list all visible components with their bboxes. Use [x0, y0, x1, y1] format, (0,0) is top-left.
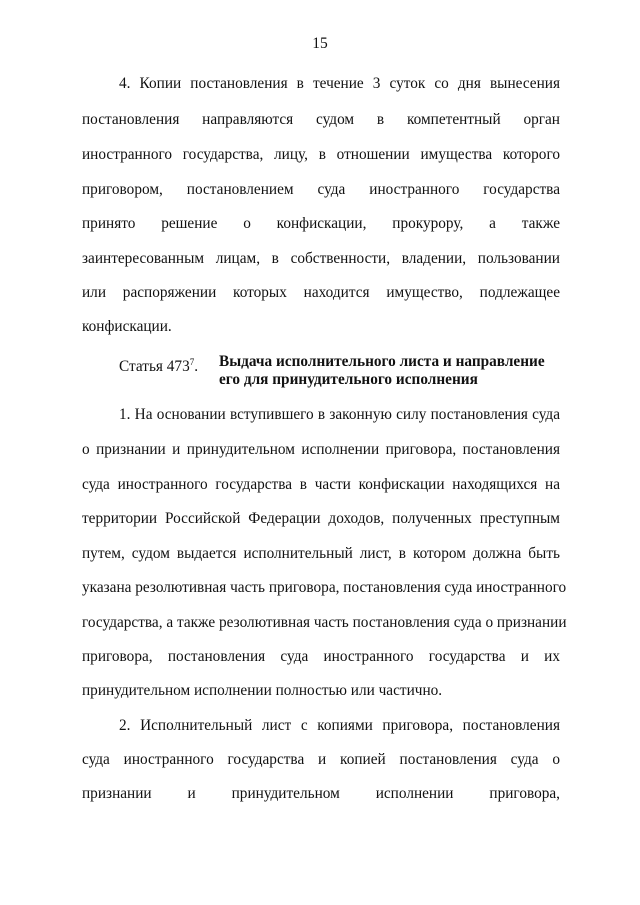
paragraph-4-line: заинтересованным лицам, в собственности, владении, пользовании: [82, 250, 560, 267]
paragraph-1-line: путем, судом выдается исполнительный лист, в котором должна быть: [82, 545, 560, 562]
paragraph-4-line: иностранного государства, лицу, в отношении имущества которого: [82, 146, 560, 163]
article-label-suffix: .: [194, 358, 199, 375]
article-number: [119, 352, 198, 377]
paragraph-1-line: о признании и принудительном исполнении приговора, постановления: [82, 441, 560, 458]
paragraph-4-line: или распоряжении которых находится имущество, подлежащее: [82, 284, 560, 301]
paragraph-4-line: приговором, постановлением суда иностранного государства: [82, 181, 560, 198]
paragraph-2-line: признании и принудительном исполнении приговора,: [82, 785, 560, 802]
paragraph-4-line: принято решение о конфискации, прокурору, а также: [82, 215, 560, 232]
paragraph-2-line: суда иностранного государства и копией постановления суда о: [82, 751, 560, 768]
paragraph-1-line: принудительном исполнении полностью или частично.: [82, 682, 443, 699]
paragraph-1-line: приговора, постановления суда иностранного государства и их: [82, 648, 560, 665]
paragraph-2-line: 2. Исполнительный лист с копиями приговора, постановления: [119, 717, 560, 734]
paragraph-4-line: 4. Копии постановления в течение 3 суток со дня вынесения: [119, 75, 560, 92]
article-label-superscript: 7: [189, 357, 195, 367]
paragraph-1-line: государства, а также резолютивная часть постановления суда о признании: [82, 614, 567, 631]
paragraph-1-line: 1. На основании вступившего в законную силу постановления суда: [119, 406, 560, 423]
article-label-prefix: Статья 473: [119, 358, 190, 375]
paragraph-1-line: суда иностранного государства в части конфискации находящихся на: [82, 476, 560, 493]
paragraph-4-line: конфискации.: [82, 318, 172, 335]
article-title-line-2: его для принудительного исполнения: [219, 371, 478, 388]
paragraph-1-line: указана резолютивная часть приговора, постановления суда иностранного: [82, 579, 567, 596]
paragraph-4-line: постановления направляются судом в компетентный орган: [82, 111, 560, 128]
paragraph-1-line: территории Российской Федерации доходов, полученных преступным: [82, 510, 560, 527]
page-number: 15: [312, 35, 328, 52]
article-title-line-1: Выдача исполнительного листа и направление: [219, 353, 545, 370]
